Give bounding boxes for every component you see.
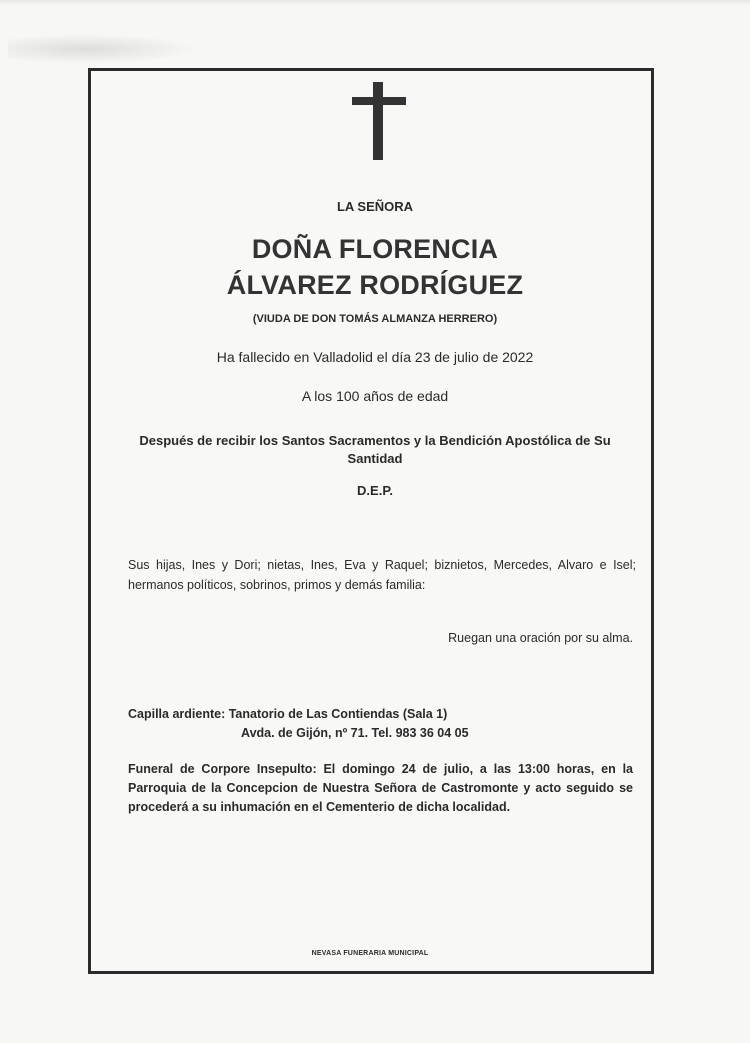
dep: D.E.P. [357,483,393,498]
cross-icon [352,82,408,160]
scan-edge [0,0,750,6]
chapel-address: Avda. de Gijón, nº 71. Tel. 983 36 04 05 [241,726,469,740]
deceased-name-last: ÁLVAREZ RODRÍGUEZ [226,270,524,300]
funeral-home: NEVASA FUNERARIA MUNICIPAL [311,950,429,957]
sacraments-statement: Después de recibir los Santos Sacramentos y la Bendición Apostólica de Su Santidad [139,433,611,466]
prayer-request: Ruegan una oración por su alma. [448,631,633,645]
family-list: Sus hijas, Ines y Dori; nietas, Ines, Eva y Raquel; biznietos, Mercedes, Alvaro e Isel; hermanos políticos, sobrinos, primos y demás familia: [128,558,636,592]
notice-title: LA SEÑORA [336,199,414,214]
deceased-name-first: DOÑA FLORENCIA [251,234,499,264]
funeral-info: Funeral de Corpore Insepulto: El domingo 24 de julio, a las 13:00 horas, en la Parroquia de la Concepcion de Nuestra Señora de Castromonte y acto seguido se procederá a su inhumación en el Cementerio de dicha localidad. [128,762,633,814]
scan-smudge [8,34,198,64]
age-statement: A los 100 años de edad [301,388,449,404]
widow-of: (VIUDA DE DON TOMÁS ALMANZA HERRERO) [252,313,498,325]
chapel-info: Capilla ardiente: Tanatorio de Las Contiendas (Sala 1) [128,707,448,721]
death-statement: Ha fallecido en Valladolid el día 23 de julio de 2022 [216,349,534,365]
